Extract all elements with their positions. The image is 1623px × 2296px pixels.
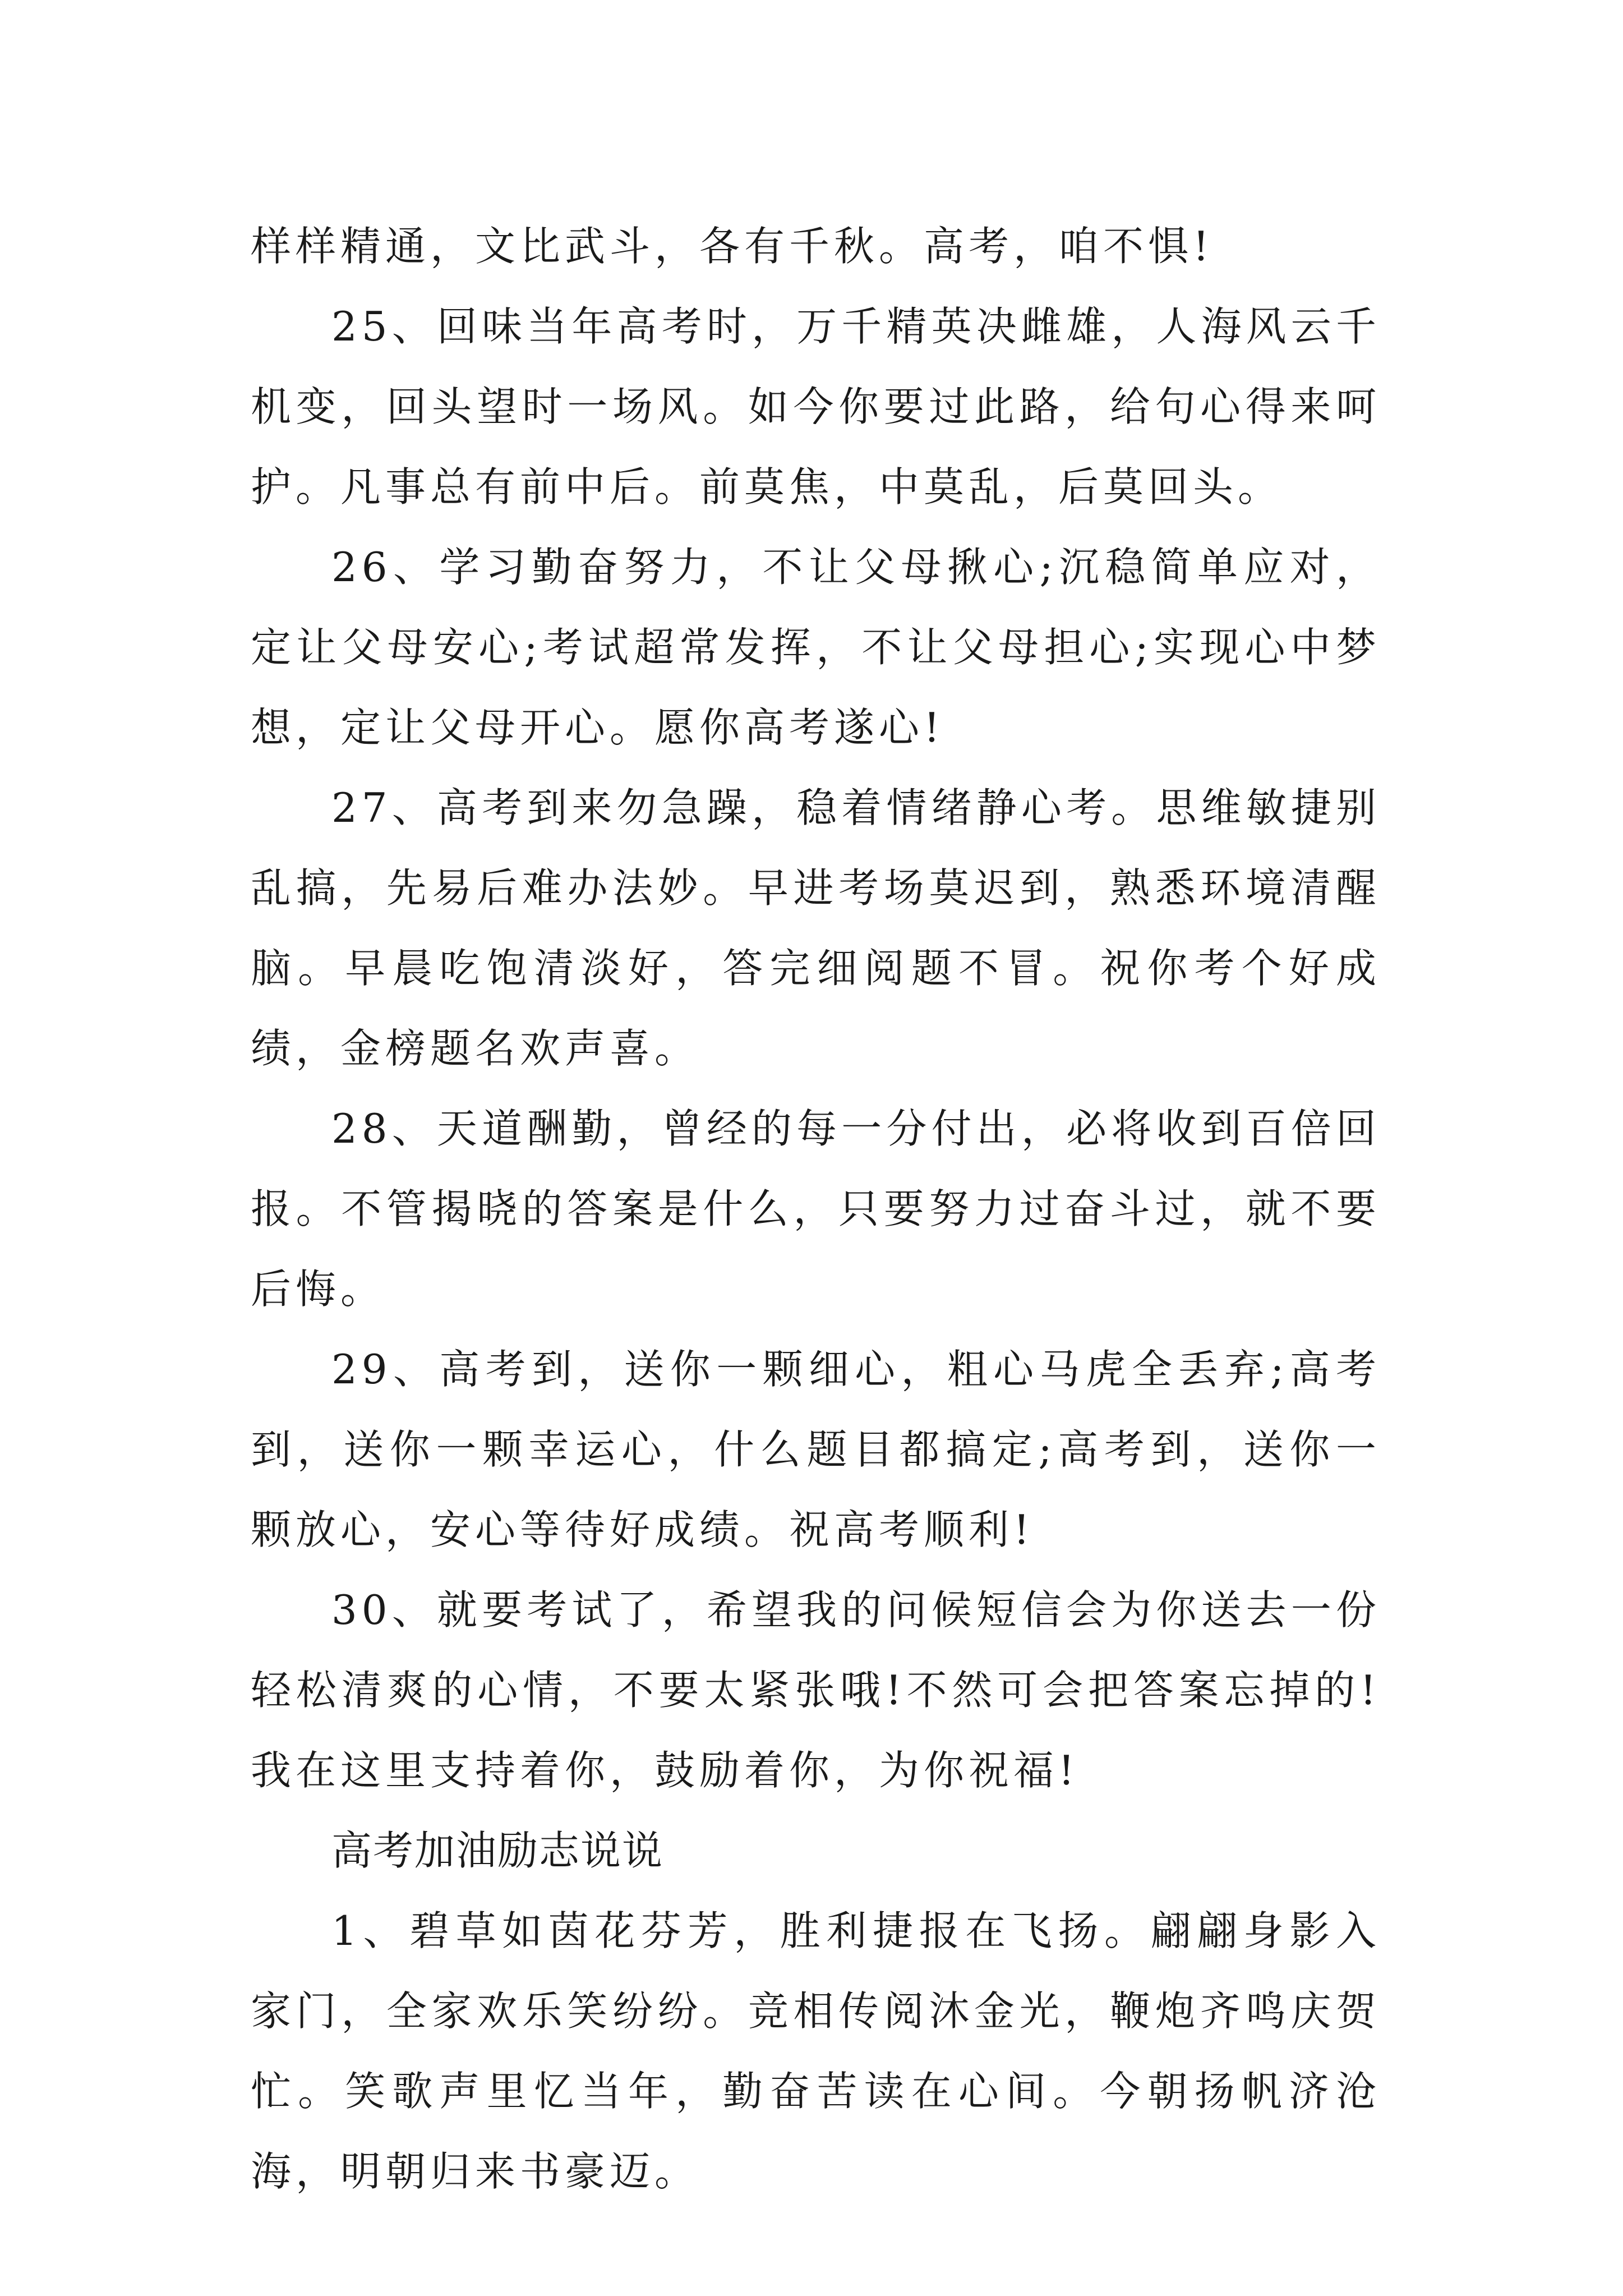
paragraph-continuation: 样样精通，文比武斗，各有千秋。高考，咱不惧!	[251, 223, 1214, 270]
paragraph-27: 27、高考到来勿急躁，稳着情绪静心考。思维敏捷别乱搞，先易后难办法妙。早进考场莫迟到，熟悉环境清醒脑。早晨吃饱清淡好，答完细阅题不冒。祝你考个好成绩，金榜题名欢声喜。	[251, 784, 1381, 1072]
document-body	[251, 206, 1381, 2212]
paragraph-29: 29、高考到，送你一颗细心，粗心马虎全丢弃;高考到，送你一颗幸运心，什么题目都搞定;高考到，送你一颗放心，安心等待好成绩。祝高考顺利!	[251, 1346, 1381, 1553]
paragraph-28: 28、天道酬勤，曾经的每一分付出，必将收到百倍回报。不管揭晓的答案是什么，只要努力过奋斗过，就不要后悔。	[251, 1105, 1381, 1313]
section-paragraph-1: 1、碧草如茵花芬芳，胜利捷报在飞扬。翩翩身影入家门，全家欢乐笑纷纷。竞相传阅沐金光，鞭炮齐鸣庆贺忙。笑歌声里忆当年，勤奋苦读在心间。今朝扬帆济沧海，明朝归来书豪迈。	[251, 1907, 1381, 2195]
paragraph-26: 26、学习勤奋努力，不让父母揪心;沉稳简单应对，定让父母安心;考试超常发挥，不让父母担心;实现心中梦想，定让父母开心。愿你高考遂心!	[251, 544, 1381, 751]
paragraph-30: 30、就要考试了，希望我的问候短信会为你送去一份轻松清爽的心情，不要太紧张哦!不然可会把答案忘掉的!我在这里支持着你，鼓励着你，为你祝福!	[251, 1586, 1381, 1794]
paragraph-25: 25、回味当年高考时，万千精英决雌雄，人海风云千机变，回头望时一场风。如今你要过此路，给句心得来呵护。凡事总有前中后。前莫焦，中莫乱，后莫回头。	[251, 303, 1381, 510]
section-heading: 高考加油励志说说	[331, 1827, 664, 1874]
